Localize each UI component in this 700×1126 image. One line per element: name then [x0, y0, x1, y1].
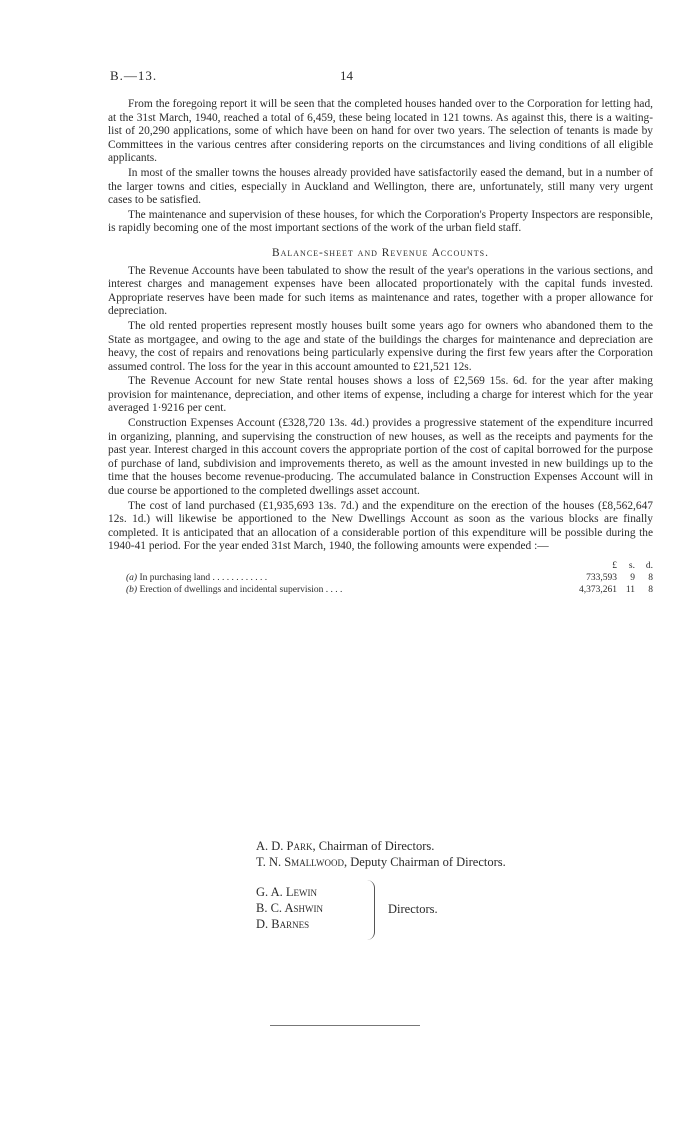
section-heading: Balance-sheet and Revenue Accounts. — [272, 246, 489, 259]
row-label: In purchasing land — [139, 573, 211, 583]
unit-pounds: £ — [612, 561, 617, 571]
directors-list — [256, 884, 323, 932]
body-text — [108, 98, 653, 596]
paragraph: The maintenance and supervision of these houses, for which the Corporation's Property Inspectors are responsible, is rapidly becoming one of the most important sections of the work of the urban field staff. — [108, 208, 653, 235]
paragraph: The Revenue Account for new State rental houses shows a loss of £2,569 15s. 6d. for the year after making provision for maintenance, depreciation, and other items of expense, including a charge for interest which for the year averaged 1·9216 per cent. — [108, 375, 653, 415]
row-shillings: 9 — [630, 573, 635, 583]
deputy-title: Deputy Chairman of Directors. — [350, 855, 506, 869]
paragraph: The Revenue Accounts have been tabulated to show the result of the year's operations in the various sections, and interest charges and management expenses have been allocated proportionately with the capital funds invested. Appropriate reserves have been made for such items as maintenance and rates, together with a proper allowance for depreciation. — [108, 264, 653, 318]
row-pence: 8 — [648, 573, 653, 583]
unit-pence: d. — [645, 561, 653, 571]
director-name: B. C. Ashwin — [256, 901, 324, 915]
paragraph: From the foregoing report it will be seen that the completed houses handed over to the Corporation for letting had, at the 31st March, 1940, reached a total of 6,459, these being located in 121 towns. As against this, there is a waiting-list of 20,290 applications, some of which have been on hand for over two years. The selection of tenants is made by Committees in the various centres after considering reports on the circumstances and living conditions of all eligible applicants. — [108, 98, 653, 165]
deputy-signature: T. N. Smallwood, Deputy Chairman of Directors. — [256, 855, 506, 869]
chairman-signature: A. D. Park, Chairman of Directors. — [256, 839, 435, 853]
row-shillings: 11 — [625, 585, 635, 595]
row-leader-dots: . . . . — [325, 585, 343, 595]
row-pounds: 4,373,261 — [579, 585, 617, 595]
row-letter: (b) — [126, 585, 138, 595]
document-reference: B.—13. — [110, 68, 158, 83]
row-label: Erection of dwellings and incidental supervision — [139, 585, 324, 595]
expenditure-table — [108, 560, 653, 596]
brace-divider — [366, 880, 375, 940]
row-letter: (a) — [126, 573, 138, 583]
table-header-row — [108, 560, 653, 572]
row-pence: 8 — [648, 585, 653, 595]
paragraph: Construction Expenses Account (£328,720 13s. 4d.) provides a progressive statement of the expenditure incurred in organizing, planning, and supervising the construction of new houses, as well as the receipts and payments for the past year. Interest charged in this account covers the appropriate portion of the cost of capital borrowed for the purpose of purchase of land, subdivision and improvements thereto, as well as the amount invested in new buildings up to the time that the houses become revenue-producing. The accumulated balance in Construction Expenses Account will in due course be apportioned to the completed dwellings asset account. — [108, 417, 653, 498]
directors-label: Directors. — [388, 902, 438, 916]
page-number: 14 — [340, 68, 353, 83]
row-leader-dots: . . . . . . . . . . . . — [212, 573, 268, 583]
chairman-title: Chairman of Directors. — [318, 839, 435, 853]
chairman-name: A. D. Park — [256, 839, 313, 853]
unit-shillings: s. — [628, 561, 635, 571]
paragraph: The cost of land purchased (£1,935,693 13s. 7d.) and the expenditure on the erection of the houses (£8,562,647 12s. 1d.) will likewise be apportioned to the New Dwellings Account as soon as the various blocks are finally completed. It is anticipated that an allocation of a considerable portion of this expenditure will be possible during the 1940-41 period. For the year ended 31st March, 1940, the following amounts were expended :— — [108, 499, 653, 553]
deputy-name: T. N. Smallwood — [256, 855, 345, 869]
end-rule — [270, 1025, 420, 1026]
table-row — [108, 584, 653, 596]
director-name: G. A. Lewin — [256, 885, 317, 899]
paragraph: The old rented properties represent mostly houses built some years ago for owners who abandoned them to the State as mortgagee, and owing to the age and state of the buildings the charges for maintenance and depreciation are heavy, the cost of repairs and renovations being particularly expensive during the first few years after the Corporation assumed control. The loss for the year in this account amounted to £21,521 12s. — [108, 319, 653, 373]
row-pounds: 733,593 — [586, 573, 617, 583]
table-row — [108, 572, 653, 584]
director-name: D. Barnes — [256, 917, 310, 931]
paragraph: In most of the smaller towns the houses already provided have satisfactorily eased the demand, but in a number of the larger towns and cities, especially in Auckland and Wellington, there are, unfortunately, still many very urgent cases to be satisfied. — [108, 166, 653, 207]
